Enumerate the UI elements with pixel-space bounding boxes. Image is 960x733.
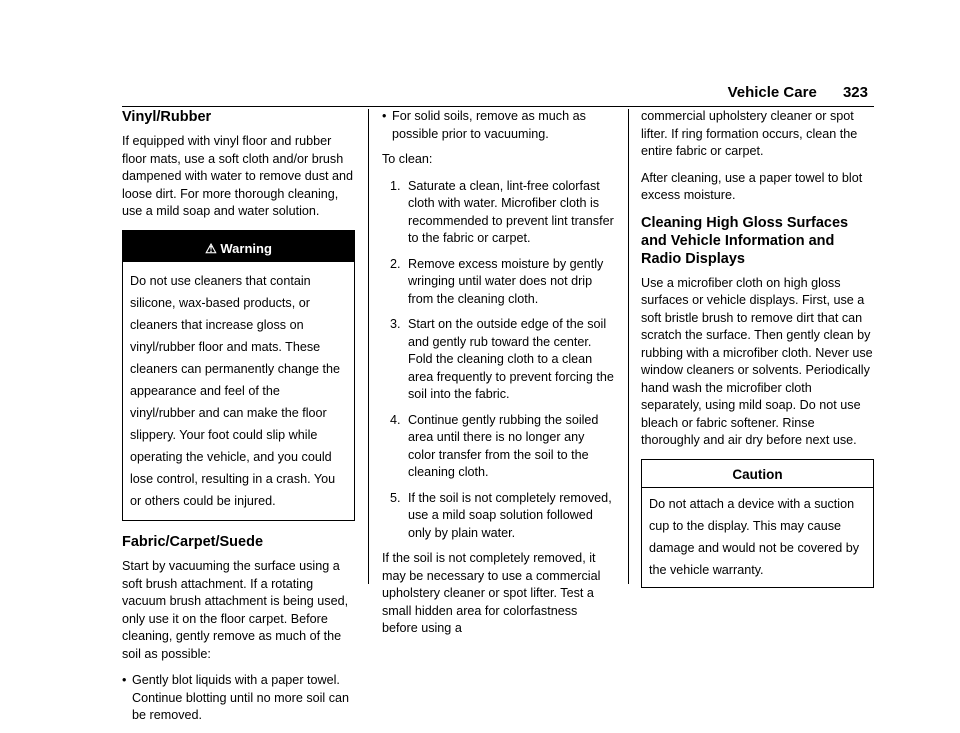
column-1 [122,108,355,733]
step-text: Remove excess moisture by gently wringing until water does not drip from the cleaning cloth. [408,256,604,306]
step-number: 4. [390,412,401,427]
warning-body: Do not use cleaners that contain silicone, wax-based products, or cleaners that increase gloss on vinyl/rubber floor and mats. These cleaners can permanently change the appearance and feel of the vinyl/rubber and can make the floor slippery. Your foot could slip while operating the vehicle, and you could lose control, resulting in a crash. You or others could be injured. [130,274,341,508]
column-divider [368,109,369,584]
warning-box [122,230,355,522]
step-number: 2. [390,256,401,271]
step-number: 5. [390,490,401,505]
step-item [390,316,615,404]
paragraph: After cleaning, use a paper towel to blot excess moisture. [641,170,863,202]
column-divider [628,109,629,584]
step-text: Saturate a clean, lint-free colorfast cloth with water. Microfiber cloth is recommended to prevent lint transfer to the fabric or carpet. [408,178,614,245]
caution-title: Caution [642,460,873,489]
heading-fabric-carpet-suede: Fabric/Carpet/Suede [122,534,264,550]
step-text: Start on the outside edge of the soil and gently rub toward the center. Fold the cleaning cloth to a clean area frequently to prevent forcing the soil into the fabric. [408,317,614,401]
caution-box [641,459,874,589]
step-item [390,256,615,309]
heading-vinyl-rubber: Vinyl/Rubber [122,109,212,125]
step-item [390,412,615,482]
bullet-item [382,108,615,143]
page-number: 323 [842,84,868,101]
column-3 [641,108,874,588]
column-2 [382,108,615,647]
bullet-text: For solid soils, remove as much as possible prior to vacuuming. [392,109,586,141]
step-item [390,490,615,543]
paragraph: If the soil is not completely removed, it may be necessary to use a commercial upholstery cleaner or spot lifter. Test a small hidden area for colorfastness before using a [382,551,601,635]
heading-high-gloss: Cleaning High Gloss Surfaces and Vehicle Information and Radio Displays [641,214,849,267]
step-text: If the soil is not completely removed, use a mild soap solution followed only by plain water. [408,490,612,540]
paragraph: Start by vacuuming the surface using a soft brush attachment. If a rotating vacuum brush attachment is being used, only use it on the floor carpet. Before cleaning, gently remove as much of the soil as possible: [122,559,349,661]
bullet-icon: • [382,109,387,123]
warning-icon: ⚠ [205,240,217,256]
warning-title: Warning [220,240,272,256]
section-title: Vehicle Care [727,84,817,101]
step-item [390,178,615,248]
paragraph: If equipped with vinyl floor and rubber floor mats, use a soft cloth and/or brush dampened with water to remove dust and loose dirt. For more thorough cleaning, use a mild soap and water solution. [122,134,354,218]
bullet-text: Gently blot liquids with a paper towel. Continue blotting until no more soil can be removed. [132,673,350,722]
step-number: 3. [390,317,401,331]
step-text: Continue gently rubbing the soiled area until there is no longer any color transfer from the soil to the cleaning cloth. [408,412,599,479]
caution-body: Do not attach a device with a suction cup to the display. This may cause damage and would not be covered by the vehicle warranty. [649,497,860,577]
paragraph: Use a microfiber cloth on high gloss surfaces or vehicle displays. First, use a soft bristle brush to remove dirt that can scratch the surface. Then gently clean by rubbing with a microfiber cloth. Never use window cleaners or solvents. Periodically hand wash the microfiber cloth separately, using mild soap. Do not use bleach or fabric softener. Rinse thoroughly and air dry before next use. [641,275,873,447]
paragraph: commercial upholstery cleaner or spot lifter. If ring formation occurs, clean the entire fabric or carpet. [641,109,858,158]
step-number: 1. [390,178,401,193]
page-header [728,84,868,101]
warning-header [123,231,354,263]
bullet-icon: • [122,673,127,687]
to-clean-label: To clean: [382,152,433,166]
header-rule [122,106,874,107]
bullet-item [122,672,355,725]
